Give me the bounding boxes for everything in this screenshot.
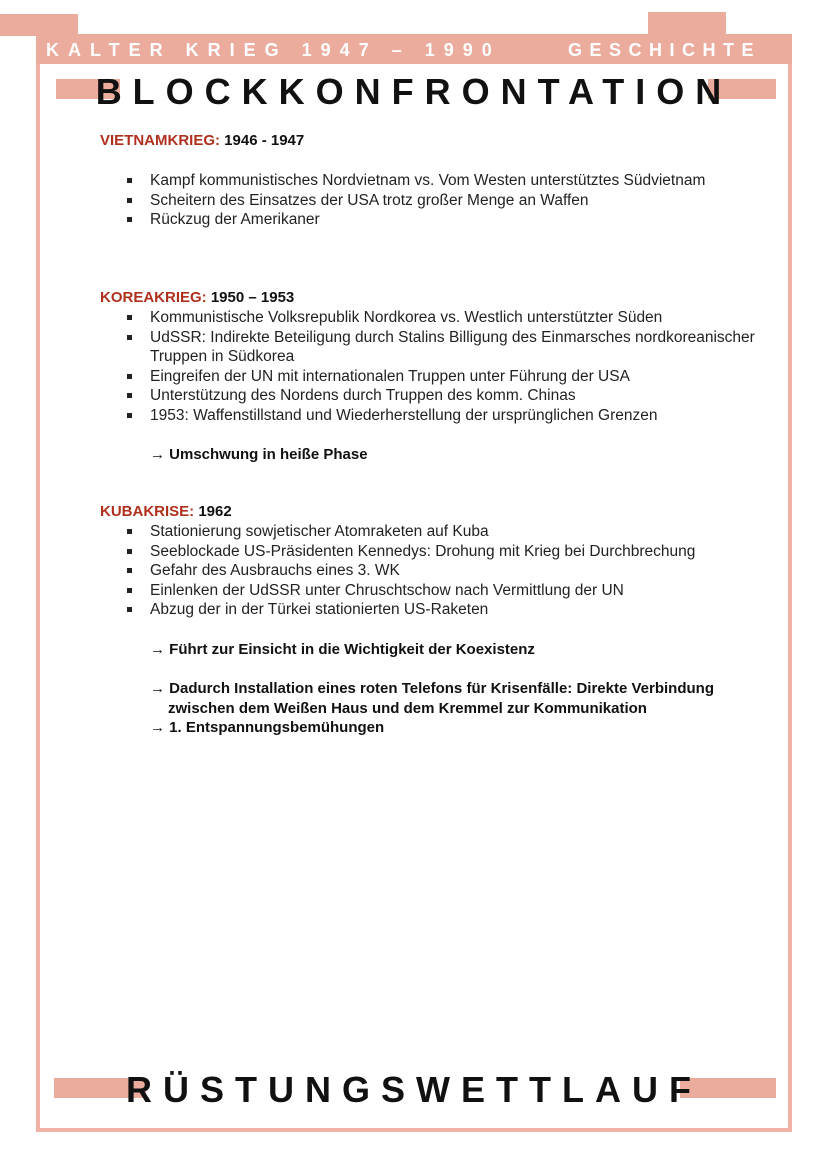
list-item-text: Gefahr des Ausbrauchs eines 3. WK (150, 562, 400, 579)
list-item (100, 210, 780, 230)
section-kubakrise (100, 502, 780, 738)
list-item (100, 386, 780, 406)
section-name: KOREAKRIEG: (100, 289, 207, 306)
bullet-icon (127, 568, 132, 573)
bullet-icon (127, 413, 132, 418)
bullet-icon (127, 198, 132, 203)
bullet-icon (127, 393, 132, 398)
section-heading (100, 131, 780, 151)
bullet-icon (127, 315, 132, 320)
list-item-text: Abzug der in der Türkei stationierten US-Raketen (150, 601, 489, 618)
list-item (100, 561, 780, 581)
section-name: VIETNAMKRIEG: (100, 132, 220, 149)
list-item (100, 328, 780, 367)
footer-title: RÜSTUNGSWETTLAUF (126, 1069, 702, 1110)
conclusion-note: → Umschwung in heiße Phase (150, 446, 368, 463)
bullet-icon (127, 549, 132, 554)
bullet-list (100, 308, 780, 425)
list-item-text: Rückzug der Amerikaner (150, 211, 320, 228)
list-item (100, 191, 780, 211)
section-vietnamkrieg (100, 131, 780, 230)
header-subject: GESCHICHTE (568, 40, 762, 60)
list-item (100, 542, 780, 562)
section-heading (100, 502, 780, 522)
note-line: zwischen dem Weißen Haus und dem Kremmel zur Kommunikation (168, 699, 647, 717)
list-item (100, 581, 780, 601)
list-item-text: 1953: Waffenstillstand und Wiederherstellung der ursprünglichen Grenzen (150, 406, 658, 424)
bullet-icon (127, 374, 132, 379)
header-topic: KALTER KRIEG 1947 – 1990 (46, 40, 501, 60)
list-item (100, 600, 780, 620)
conclusion-note-3: → 1. Entspannungsbemühungen (150, 719, 385, 736)
page-title: BLOCKKONFRONTATION (95, 71, 733, 112)
section-name: KUBAKRISE: (100, 503, 195, 520)
bullet-list (100, 171, 780, 230)
bullet-icon (127, 335, 132, 340)
list-item-text: Unterstützung des Nordens durch Truppen des komm. Chinas (150, 387, 576, 404)
section-date: 1946 - 1947 (224, 132, 305, 149)
section-koreakrieg (100, 288, 780, 465)
list-item-text: Einlenken der UdSSR unter Chruschtschow nach Vermittlung der UN (150, 581, 624, 599)
list-item (100, 171, 780, 191)
header-tab-left (0, 14, 78, 36)
bullet-icon (127, 529, 132, 534)
list-item (100, 308, 780, 328)
list-item-text: Scheitern des Einsatzes der USA trotz großer Menge an Waffen (150, 191, 589, 209)
list-item-text: Eingreifen der UN mit internationalen Truppen unter Führung der USA (150, 367, 630, 385)
section-date: 1962 (198, 503, 232, 520)
list-item (100, 522, 780, 542)
bullet-icon (127, 217, 132, 222)
list-item-text: Stationierung sowjetischer Atomraketen auf Kuba (150, 523, 489, 540)
bullet-list (100, 522, 780, 620)
bullet-icon (127, 588, 132, 593)
conclusion-note-1: → Führt zur Einsicht in die Wichtigkeit der Koexistenz (150, 640, 535, 658)
list-item-text: UdSSR: Indirekte Beteiligung durch Stalins Billigung des Einmarsches nordkoreanischer Truppen in Südkorea (150, 328, 755, 365)
list-item (100, 367, 780, 387)
list-item-text: Kampf kommunistisches Nordvietnam vs. Vom Westen unterstütztes Südvietnam (150, 172, 706, 189)
header-tab-right (648, 12, 726, 36)
bullet-icon (127, 607, 132, 612)
note-line: → Dadurch Installation eines roten Telefons für Krisenfälle: Direkte Verbindung (150, 680, 714, 697)
section-date: 1950 – 1953 (210, 289, 295, 306)
list-item-text: Seeblockade US-Präsidenten Kennedys: Drohung mit Krieg bei Durchbrechung (150, 542, 696, 560)
conclusion-note-2 (100, 679, 780, 718)
section-heading (100, 288, 780, 308)
list-item (100, 406, 780, 426)
list-item-text: Kommunistische Volksrepublik Nordkorea vs. Westlich unterstützter Süden (150, 309, 663, 326)
bullet-icon (127, 178, 132, 183)
